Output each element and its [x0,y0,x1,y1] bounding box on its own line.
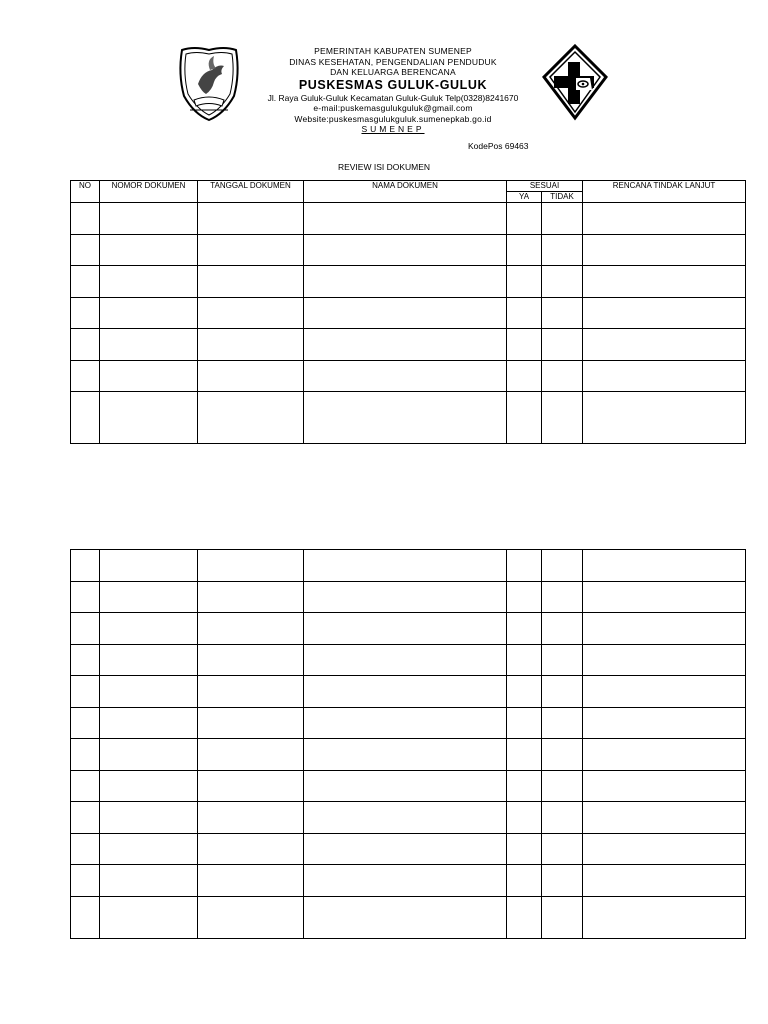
table-row [71,707,746,739]
cell-nama-dokumen [304,297,507,329]
table-row [71,234,746,266]
institution-name: PUSKESMAS GULUK-GULUK [298,77,488,92]
cell-tidak [542,896,583,938]
table-row [71,802,746,834]
cell-nomor-dokumen [100,392,198,444]
cell-nomor-dokumen [100,203,198,235]
cell-no [71,802,100,834]
cell-ya [507,392,542,444]
cell-nama-dokumen [304,360,507,392]
cell-nama-dokumen [304,676,507,708]
cell-tidak [542,739,583,771]
cell-nomor-dokumen [100,833,198,865]
cell-rencana-tindak-lanjut [583,833,746,865]
cell-nomor-dokumen [100,329,198,361]
cell-nama-dokumen [304,329,507,361]
table-row [71,770,746,802]
cell-no [71,297,100,329]
table-row [71,329,746,361]
cell-nomor-dokumen [100,234,198,266]
cell-ya [507,581,542,613]
cell-nomor-dokumen [100,802,198,834]
table-row [71,550,746,582]
department-line: DINAS KESEHATAN, PENGENDALIAN PENDUDUK [289,56,497,67]
cell-tanggal-dokumen [198,234,304,266]
cell-tanggal-dokumen [198,392,304,444]
table-row [71,865,746,897]
cell-nama-dokumen [304,896,507,938]
cell-tanggal-dokumen [198,550,304,582]
cell-tanggal-dokumen [198,802,304,834]
puskesmas-cross-icon [542,44,608,122]
cell-nomor-dokumen [100,865,198,897]
cell-no [71,865,100,897]
cell-tanggal-dokumen [198,644,304,676]
cell-no [71,676,100,708]
cell-nomor-dokumen [100,739,198,771]
table-row [71,613,746,645]
cell-rencana-tindak-lanjut [583,896,746,938]
cell-ya [507,896,542,938]
table-row [71,203,746,235]
document-title: REVIEW ISI DOKUMEN [337,162,431,172]
cell-tidak [542,865,583,897]
letterhead-text [238,46,548,135]
cell-tidak [542,581,583,613]
col-tidak: TIDAK [542,192,583,203]
cell-tidak [542,360,583,392]
cell-nomor-dokumen [100,266,198,298]
cell-rencana-tindak-lanjut [583,865,746,897]
cell-rencana-tindak-lanjut [583,802,746,834]
col-rencana-tindak-lanjut: RENCANA TINDAK LANJUT [583,181,746,203]
cell-no [71,329,100,361]
cell-no [71,581,100,613]
table-row [71,392,746,444]
cell-tanggal-dokumen [198,297,304,329]
cell-tanggal-dokumen [198,360,304,392]
cell-rencana-tindak-lanjut [583,770,746,802]
cell-tidak [542,770,583,802]
cell-no [71,392,100,444]
cell-nama-dokumen [304,833,507,865]
col-sesuai: SESUAI [507,181,583,192]
col-nomor-dokumen: NOMOR DOKUMEN [100,181,198,203]
table-row [71,360,746,392]
cell-ya [507,644,542,676]
table-row [71,833,746,865]
cell-nama-dokumen [304,613,507,645]
cell-tanggal-dokumen [198,581,304,613]
cell-rencana-tindak-lanjut [583,676,746,708]
cell-nama-dokumen [304,392,507,444]
cell-tidak [542,297,583,329]
cell-tidak [542,329,583,361]
cell-tanggal-dokumen [198,707,304,739]
table-row [71,676,746,708]
cell-tidak [542,833,583,865]
postal-code: KodePos 69463 [468,141,529,151]
cell-nomor-dokumen [100,770,198,802]
cell-tanggal-dokumen [198,896,304,938]
cell-ya [507,707,542,739]
cell-nama-dokumen [304,266,507,298]
cell-nomor-dokumen [100,550,198,582]
cell-tidak [542,644,583,676]
cell-ya [507,676,542,708]
cell-nama-dokumen [304,707,507,739]
cell-tidak [542,550,583,582]
cell-nomor-dokumen [100,360,198,392]
cell-rencana-tindak-lanjut [583,550,746,582]
cell-tidak [542,676,583,708]
cell-nama-dokumen [304,581,507,613]
cell-no [71,234,100,266]
cell-nama-dokumen [304,739,507,771]
review-table-continued [70,549,746,939]
cell-nama-dokumen [304,203,507,235]
cell-ya [507,739,542,771]
cell-rencana-tindak-lanjut [583,297,746,329]
cell-no [71,644,100,676]
cell-no [71,896,100,938]
cell-ya [507,266,542,298]
cell-rencana-tindak-lanjut [583,613,746,645]
cell-ya [507,234,542,266]
cell-rencana-tindak-lanjut [583,266,746,298]
cell-ya [507,203,542,235]
cell-tidak [542,802,583,834]
cell-no [71,203,100,235]
cell-no [71,550,100,582]
cell-ya [507,550,542,582]
government-line: PEMERINTAH KABUPATEN SUMENEP [314,46,472,56]
table-row [71,739,746,771]
table-row [71,896,746,938]
cell-tanggal-dokumen [198,676,304,708]
cell-ya [507,802,542,834]
cell-tanggal-dokumen [198,613,304,645]
cell-rencana-tindak-lanjut [583,392,746,444]
cell-nama-dokumen [304,802,507,834]
cell-rencana-tindak-lanjut [583,739,746,771]
cell-tidak [542,266,583,298]
cell-no [71,707,100,739]
cell-ya [507,613,542,645]
website-line: Website:puskesmasgulukguluk.sumenepkab.go.id [294,113,492,124]
cell-rencana-tindak-lanjut [583,329,746,361]
cell-tidak [542,203,583,235]
cell-tanggal-dokumen [198,329,304,361]
table-row [71,266,746,298]
cell-no [71,833,100,865]
cell-nama-dokumen [304,865,507,897]
cell-tidak [542,613,583,645]
cell-ya [507,297,542,329]
cell-rencana-tindak-lanjut [583,234,746,266]
cell-nama-dokumen [304,234,507,266]
cell-ya [507,360,542,392]
col-nama-dokumen: NAMA DOKUMEN [304,181,507,203]
cell-nomor-dokumen [100,644,198,676]
cell-nama-dokumen [304,550,507,582]
cell-nomor-dokumen [100,896,198,938]
cell-nomor-dokumen [100,297,198,329]
cell-tidak [542,234,583,266]
email-line: e-mail:puskemasgulukguluk@gmail.com [313,103,473,113]
cell-tanggal-dokumen [198,203,304,235]
table-row [71,581,746,613]
cell-tidak [542,707,583,739]
cell-ya [507,770,542,802]
cell-nomor-dokumen [100,581,198,613]
cell-nama-dokumen [304,770,507,802]
cell-no [71,266,100,298]
cell-no [71,739,100,771]
address-line: Jl. Raya Guluk-Guluk Kecamatan Guluk-Guluk Telp(0328)8241670 [267,92,519,103]
cell-tidak [542,392,583,444]
cell-tanggal-dokumen [198,266,304,298]
pegasus-shield-icon [176,44,242,122]
cell-tanggal-dokumen [198,739,304,771]
cell-tanggal-dokumen [198,865,304,897]
table-row [71,297,746,329]
cell-ya [507,865,542,897]
cell-rencana-tindak-lanjut [583,644,746,676]
cell-rencana-tindak-lanjut [583,360,746,392]
cell-no [71,613,100,645]
cell-nomor-dokumen [100,676,198,708]
cell-tanggal-dokumen [198,770,304,802]
cell-no [71,770,100,802]
cell-nomor-dokumen [100,613,198,645]
cell-no [71,360,100,392]
letterhead [0,0,768,160]
col-no: NO [71,181,100,203]
cell-tanggal-dokumen [198,833,304,865]
cell-ya [507,329,542,361]
cell-nama-dokumen [304,644,507,676]
table-row [71,644,746,676]
city-line: SUMENEP [361,124,425,134]
cell-rencana-tindak-lanjut [583,203,746,235]
cell-rencana-tindak-lanjut [583,707,746,739]
cell-ya [507,833,542,865]
review-table [70,180,746,444]
col-tanggal-dokumen: TANGGAL DOKUMEN [198,181,304,203]
cell-nomor-dokumen [100,707,198,739]
col-ya: YA [507,192,542,203]
department-line-2: DAN KELUARGA BERENCANA [330,67,456,77]
cell-rencana-tindak-lanjut [583,581,746,613]
